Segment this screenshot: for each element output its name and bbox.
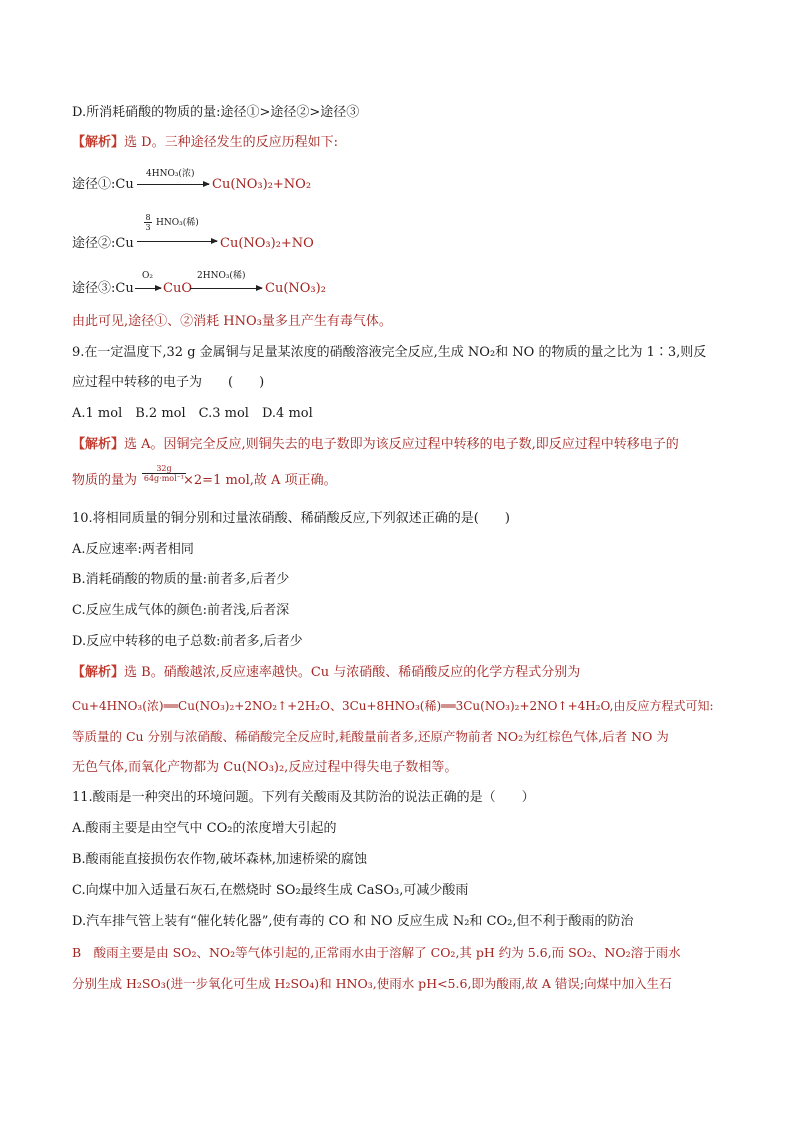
analysis-text-post: ×2=1 mol,故 A 项正确。 [183, 473, 337, 488]
q8-analysis [72, 134, 338, 152]
q10-analysis-line-1 [72, 664, 580, 682]
q8-option-d: D.所消耗硝酸的物质的量:途径①>途径②>途径③ [72, 105, 360, 120]
analysis-text-pre: 物质的量为 [72, 473, 138, 488]
path3-condition-1: O₂ [142, 271, 153, 281]
path2-label: 途径②:Cu [72, 236, 134, 251]
reaction-arrow-icon [135, 288, 161, 289]
path1-label: 途径①:Cu [72, 177, 134, 192]
q11-option-a: A.酸雨主要是由空气中 CO₂的浓度增大引起的 [72, 821, 337, 836]
path3-label: 途径③:Cu [72, 281, 134, 296]
path2-condition: HNO₃(稀) [156, 218, 199, 228]
fraction-denominator: 64g·mol⁻¹ [143, 474, 185, 483]
q10-analysis-line-2: Cu+4HNO₃(浓)══Cu(NO₃)₂+2NO₂↑+2H₂O、3Cu+8HNO₃(稀)══3Cu(NO₃)₂+2NO↑+4H₂O,由反应方程式可知: [72, 699, 714, 713]
q9-options: A.1 mol B.2 mol C.3 mol D.4 mol [72, 406, 313, 421]
path2-product: Cu(NO₃)₂+NO [220, 236, 314, 251]
analysis-text: 选 A。因铜完全反应,则铜失去的电子数即为该反应过程中转移的电子数,即反应过程中转移电子的 [124, 437, 679, 452]
q10-analysis-line-3: 等质量的 Cu 分别与浓硝酸、稀硝酸完全反应时,耗酸量前者多,还原产物前者 NO₂为红棕色气体,后者 NO 为 [72, 729, 669, 744]
analysis-text: 选 B。硝酸越浓,反应速率越快。Cu 与浓硝酸、稀硝酸反应的化学方程式分别为 [124, 665, 581, 680]
analysis-tag: 【解析】 [72, 437, 125, 452]
q10-option-a: A.反应速率:两者相同 [72, 542, 194, 557]
reaction-arrow-icon [137, 184, 209, 185]
q8-conclusion: 由此可见,途径①、②消耗 HNO₃量多且产生有毒气体。 [72, 314, 392, 329]
q9-stem-line-1: 9.在一定温度下,32 g 金属铜与足量某浓度的硝酸溶液完全反应,生成 NO₂和 NO 的物质的量之比为 1∶3,则反 [72, 345, 707, 360]
fraction-denominator: 3 [145, 223, 151, 232]
q11-stem: 11.酸雨是一种突出的环境问题。下列有关酸雨及其防治的说法正确的是（ ） [72, 790, 535, 805]
q11-option-d: D.汽车排气管上装有“催化转化器”,使有毒的 CO 和 NO 反应生成 N₂和 CO₂,但不利于酸雨的防治 [72, 914, 634, 929]
q10-analysis-line-4: 无色气体,而氧化产物都为 Cu(NO₃)₂,反应过程中得失电子数相等。 [72, 760, 458, 775]
q9-stem-line-2: 应过程中转移的电子为 ( ) [72, 375, 265, 390]
path3-intermediate: CuO [163, 281, 192, 296]
path3-condition-2: 2HNO₃(稀) [197, 271, 246, 281]
fraction-numerator: 32g [156, 464, 172, 473]
q10-option-b: B.消耗硝酸的物质的量:前者多,后者少 [72, 572, 290, 587]
analysis-tag: 【解析】 [72, 665, 125, 680]
reaction-arrow-icon [190, 288, 262, 289]
q10-option-c: C.反应生成气体的颜色:前者浅,后者深 [72, 603, 290, 618]
path1-product: Cu(NO₃)₂+NO₂ [212, 177, 312, 192]
q10-stem: 10.将相同质量的铜分别和过量浓硝酸、稀硝酸反应,下列叙述正确的是( ) [72, 511, 510, 526]
fraction-numerator: 8 [145, 213, 151, 222]
analysis-tag: 【解析】 [72, 135, 125, 150]
q10-option-d: D.反应中转移的电子总数:前者多,后者少 [72, 634, 303, 649]
q9-analysis-line-2 [72, 472, 337, 490]
path2-coefficient-fraction [144, 213, 152, 232]
path1-condition: 4HNO₃(浓) [146, 169, 195, 179]
molar-mass-fraction [142, 464, 186, 483]
analysis-text: 选 D。三种途径发生的反应历程如下: [124, 135, 338, 150]
reaction-arrow-icon [137, 241, 217, 242]
path3-product: Cu(NO₃)₂ [265, 281, 326, 296]
q11-option-c: C.向煤中加入适量石灰石,在燃烧时 SO₂最终生成 CaSO₃,可减少酸雨 [72, 883, 469, 898]
q9-analysis-line-1 [72, 436, 679, 454]
q11-analysis-line-2: 分别生成 H₂SO₃(进一步氧化可生成 H₂SO₄)和 HNO₃,使雨水 pH<5.6,即为酸雨,故 A 错误;向煤中加入生石 [72, 976, 672, 991]
q11-option-b: B.酸雨能直接损伤农作物,破坏森林,加速桥梁的腐蚀 [72, 852, 367, 867]
q11-analysis-line-1: B 酸雨主要是由 SO₂、NO₂等气体引起的,正常雨水由于溶解了 CO₂,其 pH 约为 5.6,而 SO₂、NO₂溶于雨水 [72, 945, 681, 960]
